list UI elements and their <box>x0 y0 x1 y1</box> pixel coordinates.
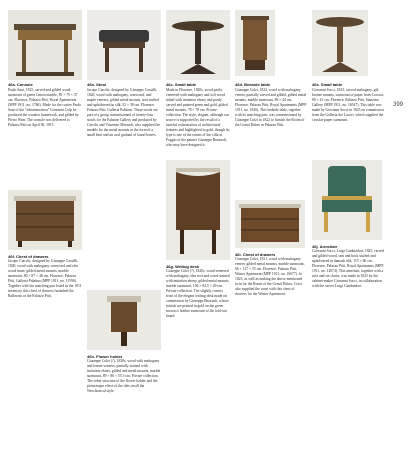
column-1 <box>8 82 82 131</box>
entry-46a-text: Paolo Sani, 1815, carved and gilded wood, surmount of green Genoa marble, 85 × 79 × 37 cm. Florence, Palazzo Pitti, Royal Apartments (MPP 1911, no. 1766). Made for the cartier Paolo Sani of the "administration" Giovanni Colp he produced the wooden framework, and gilded by Pietro Wear. The console was delivered to Palazzo Pitti on April 30, 1815. <box>8 87 82 127</box>
column-3 <box>166 82 230 151</box>
caption-46f: 46f. Chest of drawers Jacopo Ciacchi, designed by Giuseppe Cacialli, 1820, wood with mahogany, rosewood and elm wood inner, gilded metal mounts, marble surmount, 89 × 87 × 46 cm. Florence, Palazzo Pitti, Galleria Palatina (MPP 1911, no. 11596). Together with the matching pair listed in the 1911 inventory this chest of drawers furnished the Ballroom of the Palazzo Pitti. <box>8 254 82 298</box>
small-table-image <box>166 10 230 80</box>
caption-46g: 46g. Writing desk Giuseppe Colzi (?), 1820s, wood veneered with mahogany, elm root and wood stained with imitation ebony, gilded metal mounts, marble surmount, 106 × 82.5 × 49 cm. Private collection. The slightly convex front of the elegant writing desk made on commission by Giuseppe Bezzuoli, whose initials are printed in gold on the green morocco leather surmount of the fold-out board. <box>166 264 230 318</box>
console-image <box>8 10 82 80</box>
caption-46h: 46h. Flower holder Giuseppe Colzi (?), 1820s, wood with mahogany and lemon veneers, partially stained with imitation ebony, gilded and metal mounts, marble surmount, 89 × 86 × 55.5 cm. Private collection. The sober structure of the flower holder and the picturesque effect of the tiles recall the Neoclassical style. <box>87 354 161 393</box>
entry-46d-text: Giuseppe Colzi, 1822, wood with mahogany veneer, partially carved and gilded, gilded metal mounts, marble surmount, 89 × 44 cm. Florence, Palazzo Pitti, Royal Apartments (MPP 1911, no. 1826). This bedside table, together with its matching pair, was commissioned by Giuseppe Colzi in 1822 to furnish the Room of the Grand Dukes in Palazzo Pitti. <box>235 87 307 127</box>
entry-46e-heading: 46e. Small table <box>312 82 343 87</box>
photo-stool <box>87 10 161 80</box>
photo-chest-of-drawers-2 <box>235 200 305 248</box>
column-4 <box>235 82 307 131</box>
small-table-2-image <box>312 10 368 76</box>
entry-46b-text: Jacopo Ciacchi, designed by Giuseppe Cacialli, 1820, wood with mahogany, rosewood, and maple veneers, gilded metal mounts, seat stuffed and upholstered in silk, 52 × 38 cm. Florence, Palazzo Pitti, Galleria Palatina. These stools are part of a group commissioned of twenty-four stools for the Palatine Gallery and produced by Ciacchi and Vincenzo Morandi, who supplied the models for the metal mounts in the form of a small bear and an oval garland of laurel leaves. <box>87 87 160 137</box>
photo-chest-of-drawers <box>8 190 82 250</box>
armchair-image <box>312 160 382 240</box>
caption-46i: 46i. Chest of drawers Giuseppe Colzi, 1821, wood with mahogany veneer, gilded metal mounts, marble surmount, 96 × 127 × 55 cm. Florence, Palazzo Pitti, Winter Apartment (MPP 1911, no. 16677). In 1821, as well as making the above mentioned twin for the Room of the Grand Dukes, Colzi also supplied the court with this chest of drawers for the Winter Apartment. <box>235 252 305 296</box>
photo-small-table <box>166 10 230 80</box>
chest-of-drawers-2-image <box>235 200 305 248</box>
page-number: 399 <box>392 102 403 108</box>
photo-writing-desk <box>166 160 230 260</box>
entry-46a-heading: 46a. Console <box>8 82 33 87</box>
entry-46b-heading: 46b. Stool <box>87 82 107 87</box>
entry-46d-heading: 46d. Bedside table <box>235 82 271 87</box>
photo-flower-holder <box>87 290 161 350</box>
entry-46c-text: Made in Florence, 1820s, wood partly veneered with mahogany and soft wood inlaid with imitation ebony and partly carved and painted green and gold, gilded metal mounts, 78 × 70 cm. Private collection. The style, elegant, although our source is supported by the result of a tasteful orchestration of architectural features and highlighted in gold, though its type is one of the rooms of the villa at Poggio of the painter Giuseppe Bezzuoli, who may have designed it. <box>166 87 230 147</box>
photo-small-table-2 <box>312 10 368 76</box>
entry-46c-heading: 46c. Small table <box>166 82 197 87</box>
stool-image <box>87 10 161 80</box>
column-5 <box>312 82 384 126</box>
bedside-table-image <box>235 10 275 76</box>
flower-holder-image <box>87 290 161 350</box>
entry-46e-text: Giovanni Socci, 1825, carved mahogany, gilt bronze mounts, surmount of paper from Corsica, 80 × 41 cm. Florence, Palazzo Pitti, Stanzino Gallery (MPP 1911, no. 16547). This table was made by Giovanni Socci in 1825 on commission from the Galleria dei Lavori, which supplied the circular paper surmount. <box>312 87 384 122</box>
caption-46j: 46j. Armchair Giovanni Socci, Luigi Cambiadori, 1825, carved and gilded wood, seat and back stuffed and upholstered in damask silk, 115 × 66 cm. Florence, Palazzo Pitti, Royal Apartments (MPP 1911, no. 12874). This armchair, together with a sofa and six chairs, was made in 1825 by the cabinet-maker Giovanni Socci, in collaboration with the carver Luigi Cambiadori. <box>312 244 384 288</box>
photo-armchair <box>312 160 382 240</box>
column-2 <box>87 82 161 141</box>
chest-of-drawers-image <box>8 190 82 250</box>
photo-bedside-table <box>235 10 275 76</box>
writing-desk-image <box>166 160 230 260</box>
photo-console <box>8 10 82 80</box>
